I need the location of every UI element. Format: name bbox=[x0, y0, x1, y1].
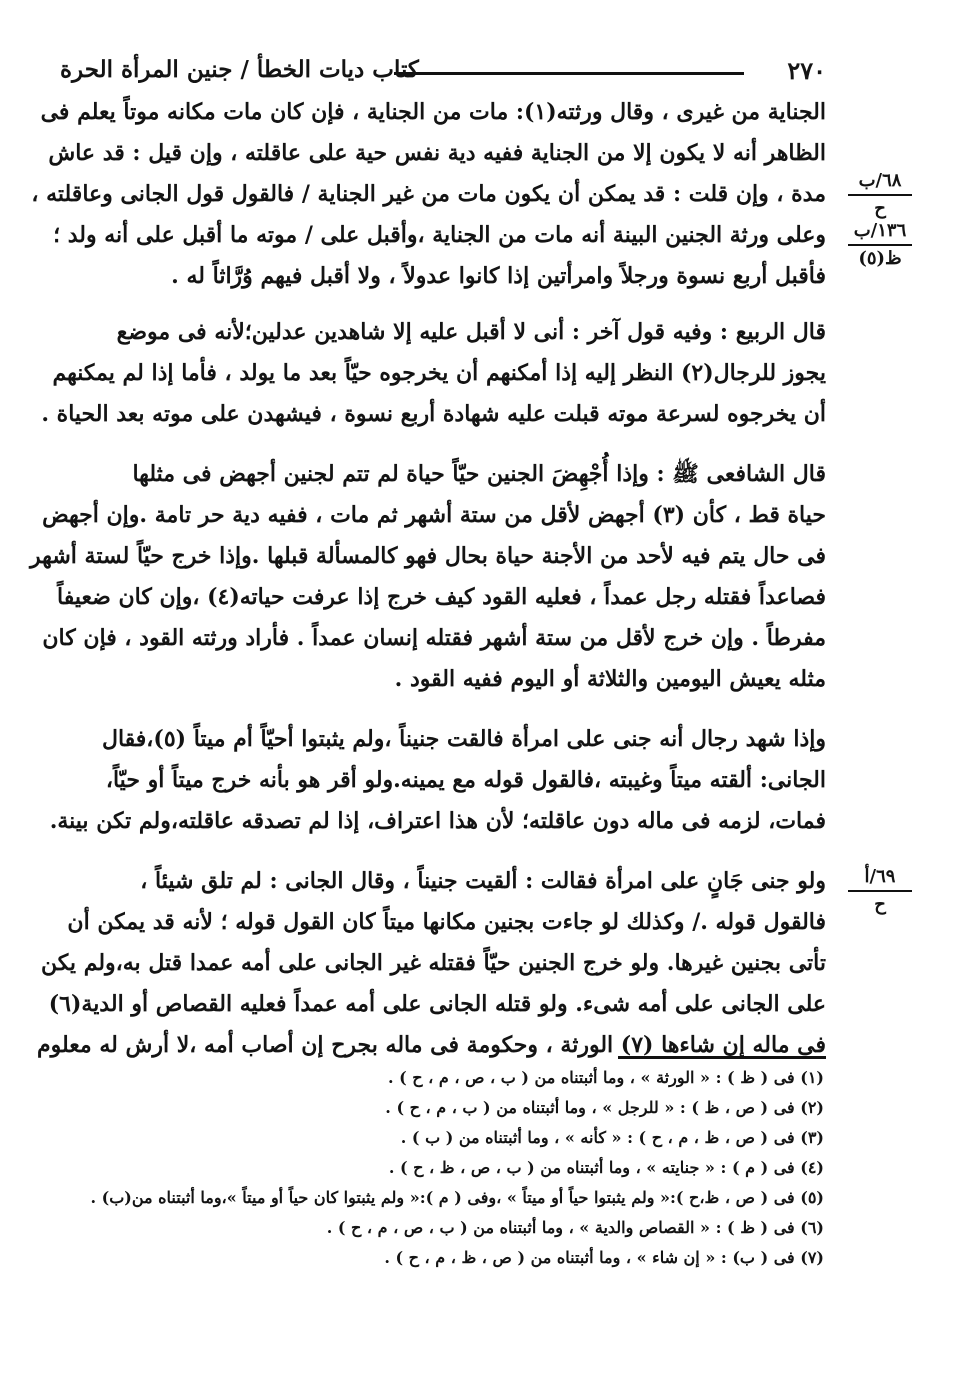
running-title: كتاب ديات الخطأ / جنين المرأة الحرة bbox=[60, 56, 419, 83]
text-line: يجوز للرجال(٢) النظر إليه إذا أمكنهم أن يخرجوه حيّاً بعد ما يولد ، فأما إذا لم يمكنهم bbox=[52, 360, 826, 386]
text-line: قال الشافعى ﷺ : وإذا أُجْهِضَ الجنين حيّاً حياة لم تتم لجنين أجهض فى مثلها bbox=[132, 461, 826, 487]
text-line: فى حال يتم فيه لأحد من الأجنة حياة بحال فهو كالمسألة قبلها .وإذا خرج حيّاً لستة أشهر bbox=[30, 543, 826, 569]
margin-rule bbox=[848, 244, 912, 246]
manuscript-folio-ref: ٦٩/أ bbox=[864, 866, 896, 887]
header-rule bbox=[394, 72, 744, 75]
paragraph-gap bbox=[74, 700, 826, 719]
text-line: فأقبل أربع نسوة ورجلاً وامرأتين إذا كانوا عدولاً ، ولا أقبل فيهم وُرَّاثاً له . bbox=[171, 263, 826, 289]
page-header bbox=[60, 52, 826, 92]
text-line: وإذا شهد رجال أنه جنى على امرأة فالقت جنيناً ،ولم يثبتوا أحيّاً أم ميتاً (٥)،فقال bbox=[101, 726, 826, 752]
text-line: تأتى بجنين غيرها. ولو خرج الجنين حيّاً فقتله غير الجانى على أمه عمدا قتل به،ولم يكن bbox=[41, 950, 826, 976]
footnote: (٥) فى ( ص ، ظ،ح ):« ولم يثبتوا حياً أو ميتاً » ،وفى ( م ):« ولم يثبتوا كان حياً أو ميتاً »،وما أثبتناه من(ب) . bbox=[90, 1188, 824, 1207]
manuscript-siglum: ح bbox=[874, 894, 886, 915]
paragraph bbox=[41, 312, 826, 435]
margin-note-group bbox=[836, 866, 924, 916]
margin-note-group bbox=[836, 170, 924, 270]
manuscript-folio-ref: ٦٨/ب bbox=[858, 170, 902, 191]
footnote: (٧) فى ( ب) : « إن شاء » ، وما أثبتناه من ( ص ، ظ ، م ، ح ) . bbox=[384, 1248, 824, 1267]
paragraph-gap bbox=[74, 842, 826, 861]
text-line: فصاعداً فقتله رجل عمداً ، فعليه القود كيف خرج إذا عرفت حياته(٤) ،وإن كان ضعيفاً bbox=[57, 584, 826, 610]
text-line: الجناية من غيرى ، وقال ورثته(١): مات من الجناية ، فإن كان مات مكانه موتاً يعلم فى bbox=[40, 99, 826, 125]
text-line: مفرطاً . وإن خرج لأقل من ستة أشهر فقتله إنسان عمداً . فأراد ورثته القود ، فإن كان bbox=[42, 625, 826, 651]
manuscript-siglum: ظ(٥) bbox=[858, 248, 902, 269]
text-line: على الجانى على أمه شىء. ولو قتله الجانى على أمه عمداً فعليه القصاص أو الدية(٦) bbox=[48, 991, 826, 1017]
text-line: فى ماله إن شاءها (٧) الورثة ، وحكومة فى ماله بجرح إن أصاب أمه ،لا أرش له معلوم bbox=[37, 1032, 826, 1058]
paragraph bbox=[31, 92, 826, 297]
manuscript-siglum: ح bbox=[874, 198, 886, 219]
main-text bbox=[30, 92, 826, 1066]
footnote: (٣) فى ( ص ، ظ ، م ، ح ) : « كأنه » ، وما أثبتناه من ( ب ) . bbox=[400, 1128, 824, 1147]
text-line: قال الربيع : وفيه قول آخر : أنى لا أقبل عليه إلا شاهدين عدلين؛لأنه فى موضع bbox=[116, 319, 826, 345]
paragraph bbox=[30, 454, 826, 700]
page-number: ٢٧٠ bbox=[787, 56, 826, 85]
paragraph bbox=[37, 861, 826, 1066]
text-line: فالقول قوله ./ وكذلك لو جاءت بجنين مكانها ميتاً كان القول قوله ؛ لأنه قد يمكن أن bbox=[67, 909, 826, 935]
footnotes bbox=[74, 1063, 826, 1273]
text-line: مدة ، وإن قلت : قد يمكن أن يكون مات من غير الجناية / فالقول قول الجانى وعاقلته ، bbox=[31, 181, 826, 207]
text-line: وعلى ورثة الجنين البينة أنه مات من الجناية ،وأقبل على / موته ما أقبل على أنه ولد ؛ bbox=[53, 222, 826, 248]
text-line: الظاهر أنه لا يكون إلا من الجناية ففيه دية نفس حية على عاقلته ، وإن قيل : قد عاش bbox=[48, 140, 826, 166]
text-line: الجانى: ألقته ميتاً وغيبته ،فالقول قوله مع يمينه.ولو أقر هو بأنه خرج ميتاً أو حيّاً، bbox=[105, 767, 826, 793]
margin-rule bbox=[848, 194, 912, 196]
text-line: حياة قط ، كأن (٣) أجهض لأقل من ستة أشهر ثم مات ، ففيه دية حر تامة .وإن أجهض bbox=[42, 502, 826, 528]
footnote-separator bbox=[618, 1056, 826, 1059]
margin-rule bbox=[848, 890, 912, 892]
text-line: ولو جنى جَانٍ على امرأة فقالت : ألقيت جنيناً ، وقال الجانى : لم تلق شيئاً ، bbox=[140, 868, 826, 894]
paragraph bbox=[49, 719, 826, 842]
manuscript-folio-ref: ١٣٦/ب bbox=[853, 220, 907, 241]
footnote: (٢) فى ( ص ، ظ ) : « للرجل » ، وما أثبتناه من ( ب ، م ، ح ) . bbox=[385, 1098, 824, 1117]
footnote: (٦) فى ( ظ ) : « القصاص والدية » ، وما أثبتناه من ( ب ، ص ، م ، ح ) . bbox=[326, 1218, 824, 1237]
footnote: (٤) فى ( م ) : « جنايته » ، وما أثبتناه من ( ب ، ص ، ظ ، ح ) . bbox=[388, 1158, 824, 1177]
footnote: (١) فى ( ظ ) : « الورثة » ، وما أثبتناه من ( ب ، ص ، م ، ح ) . bbox=[387, 1068, 824, 1087]
text-line: مثله يعيش اليومين والثلاثة أو اليوم ففيه القود . bbox=[394, 666, 826, 692]
paragraph-gap bbox=[74, 435, 826, 454]
text-line: أن يخرجوه لسرعة موته قبلت عليه شهادة أربع نسوة ، فيشهدن على موته بعد الحياة . bbox=[41, 401, 826, 427]
paragraph-gap bbox=[74, 297, 826, 312]
text-line: فمات، لزمه فى ماله دون عاقلته؛ لأن هذا اعتراف، إذا لم تصدقه عاقلته،ولم تكن بينة. bbox=[49, 808, 826, 834]
